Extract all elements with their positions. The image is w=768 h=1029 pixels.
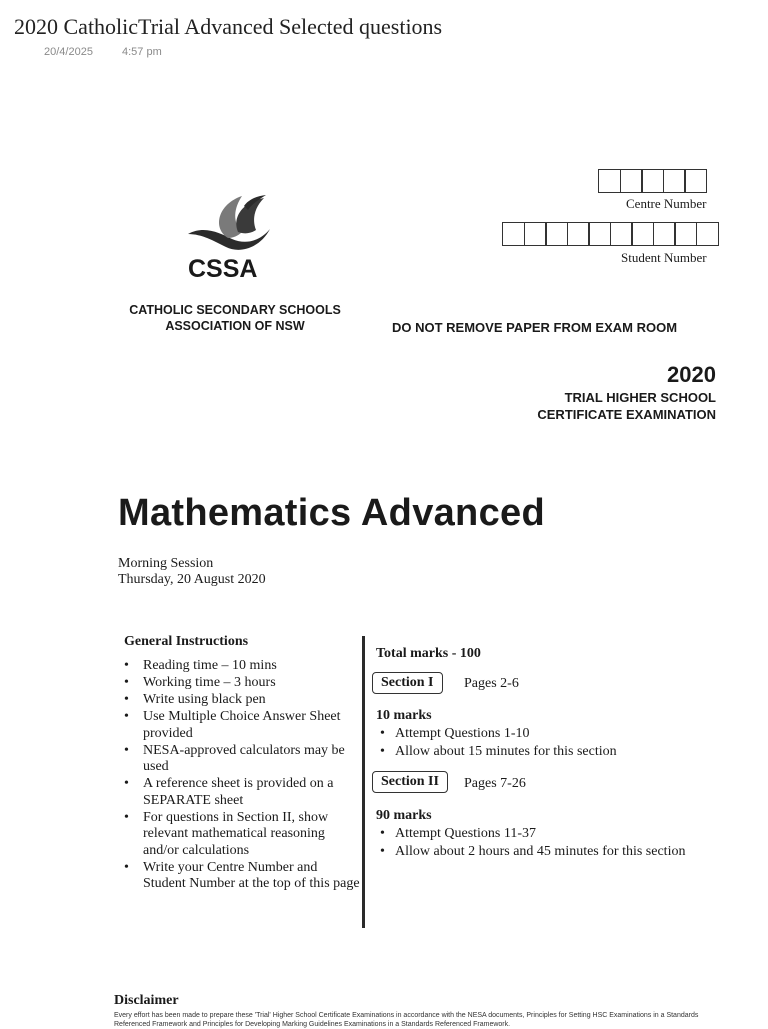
section-2-box: [372, 771, 448, 793]
column-divider: [362, 636, 365, 928]
section-1-pages: Pages 2-6: [464, 676, 519, 691]
association-name: [104, 302, 366, 334]
section-2-pages: Pages 7-26: [464, 776, 526, 791]
exam-type-line-1: TRIAL HIGHER SCHOOL: [564, 390, 716, 405]
instruction-item: • A reference sheet is provided on a SEPARATE sheet: [122, 776, 362, 809]
exam-type-line-2: CERTIFICATE EXAMINATION: [537, 407, 716, 422]
association-line-2: ASSOCIATION OF NSW: [165, 319, 305, 333]
subject-title: Mathematics Advanced: [118, 492, 545, 534]
centre-number-boxes: [598, 169, 706, 193]
instruction-item: • Write your Centre Number and Student Number at the top of this page: [122, 860, 362, 893]
general-instructions-title: General Instructions: [124, 634, 249, 649]
student-number-label: Student Number: [621, 250, 707, 265]
total-marks: Total marks - 100: [376, 646, 481, 661]
document-date: 20/4/2025: [44, 46, 93, 58]
instruction-item: • NESA-approved calculators may be used: [122, 743, 362, 776]
student-number-boxes: [502, 222, 717, 246]
document-title: 2020 CatholicTrial Advanced Selected questions: [14, 14, 443, 39]
disclaimer-text: Every effort has been made to prepare these 'Trial' Higher School Certificate Examinations in accordance with the NESA documents, Principles for Setting HSC Examinations in a Standards Referenced Framework and Principles for Developing Marking Guidelines Examinations in a Standards Referenced Framework.: [114, 1012, 699, 1028]
session-info: [118, 556, 266, 588]
section-2-marks: 90 marks: [376, 808, 432, 823]
instruction-item: • Reading time – 10 mins: [122, 658, 362, 675]
section-1-label: Section I: [372, 672, 443, 694]
instruction-item: • Write using black pen: [122, 692, 362, 709]
instruction-item: • For questions in Section II, show relevant mathematical reasoning and/or calculations: [122, 810, 362, 860]
exam-year: 2020: [667, 362, 716, 387]
cssa-logo-text: CSSA: [188, 255, 258, 283]
section-2-list: [376, 825, 685, 861]
session-date: Thursday, 20 August 2020: [118, 572, 266, 587]
section-2-item: • Allow about 2 hours and 45 minutes for this section: [376, 843, 685, 861]
instruction-item: • Use Multiple Choice Answer Sheet provided: [122, 709, 362, 742]
session-name: Morning Session: [118, 556, 214, 571]
instruction-item: • Working time – 3 hours: [122, 675, 362, 692]
section-1-list: [376, 725, 617, 761]
general-instructions-list: [122, 658, 362, 893]
exam-type: [537, 389, 716, 423]
do-not-remove-notice: DO NOT REMOVE PAPER FROM EXAM ROOM: [392, 320, 678, 335]
section-1-box: [372, 672, 443, 694]
document-time: 4:57 pm: [122, 46, 162, 58]
centre-number-label: Centre Number: [626, 196, 707, 211]
section-1-marks: 10 marks: [376, 708, 432, 723]
cssa-logo-icon: [186, 192, 276, 254]
section-2-label: Section II: [372, 771, 448, 793]
section-1-item: • Allow about 15 minutes for this section: [376, 743, 617, 761]
section-2-item: • Attempt Questions 11-37: [376, 825, 685, 843]
disclaimer-title: Disclaimer: [114, 993, 179, 1008]
section-1-item: • Attempt Questions 1-10: [376, 725, 617, 743]
association-line-1: CATHOLIC SECONDARY SCHOOLS: [129, 303, 341, 317]
